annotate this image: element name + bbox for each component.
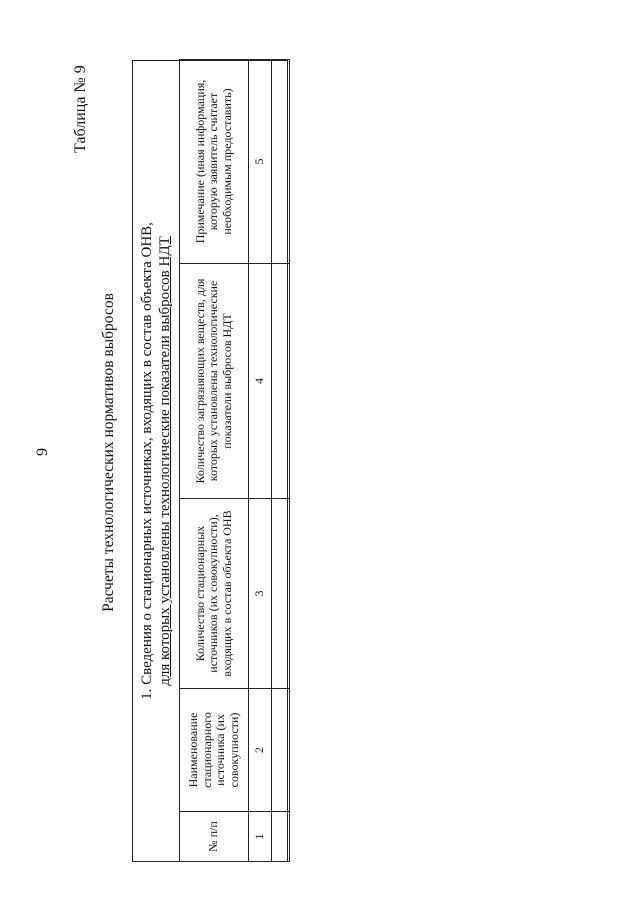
stationary-sources-table bbox=[179, 59, 290, 862]
empty-cell bbox=[272, 264, 290, 499]
section-heading-line-2: для которых установлены технологические показатели выбросов НДТ bbox=[157, 236, 173, 686]
column-number-cell: 3 bbox=[249, 499, 272, 689]
table-number-label: Таблица № 9 bbox=[72, 65, 89, 153]
page-number: 9 bbox=[34, 448, 51, 456]
section-heading-line-1: 1. Сведения о стационарных источниках, входящих в состав объекта ОНВ, bbox=[139, 222, 155, 700]
column-number-cell: 4 bbox=[249, 264, 272, 499]
header-cell: Количество загрязняющих веществ, для которых установлены технологические показатели выбросов НДТ bbox=[180, 264, 249, 499]
column-number-cell: 1 bbox=[249, 812, 272, 862]
column-number-cell: 2 bbox=[249, 689, 272, 812]
empty-cell bbox=[272, 499, 290, 689]
header-cell: Количество стационарных источников (их совокупности), входящих в состав объекта ОНВ bbox=[180, 499, 249, 689]
empty-cell bbox=[272, 812, 290, 862]
header-cell: Примечание (иная информация, которую заявитель считает необходимым предоставить) bbox=[180, 60, 249, 264]
page-title: Расчеты технологических нормативов выбросов bbox=[100, 293, 117, 612]
header-cell: Наименование стационарного источника (их совокупности) bbox=[180, 689, 249, 812]
column-number-row bbox=[249, 60, 272, 862]
header-cell: № п/п bbox=[180, 812, 249, 862]
table-header-row bbox=[180, 60, 249, 862]
column-number-cell: 5 bbox=[249, 60, 272, 264]
empty-cell bbox=[272, 60, 290, 264]
empty-cell bbox=[272, 689, 290, 812]
section-heading bbox=[138, 60, 174, 862]
table-row bbox=[272, 60, 290, 862]
